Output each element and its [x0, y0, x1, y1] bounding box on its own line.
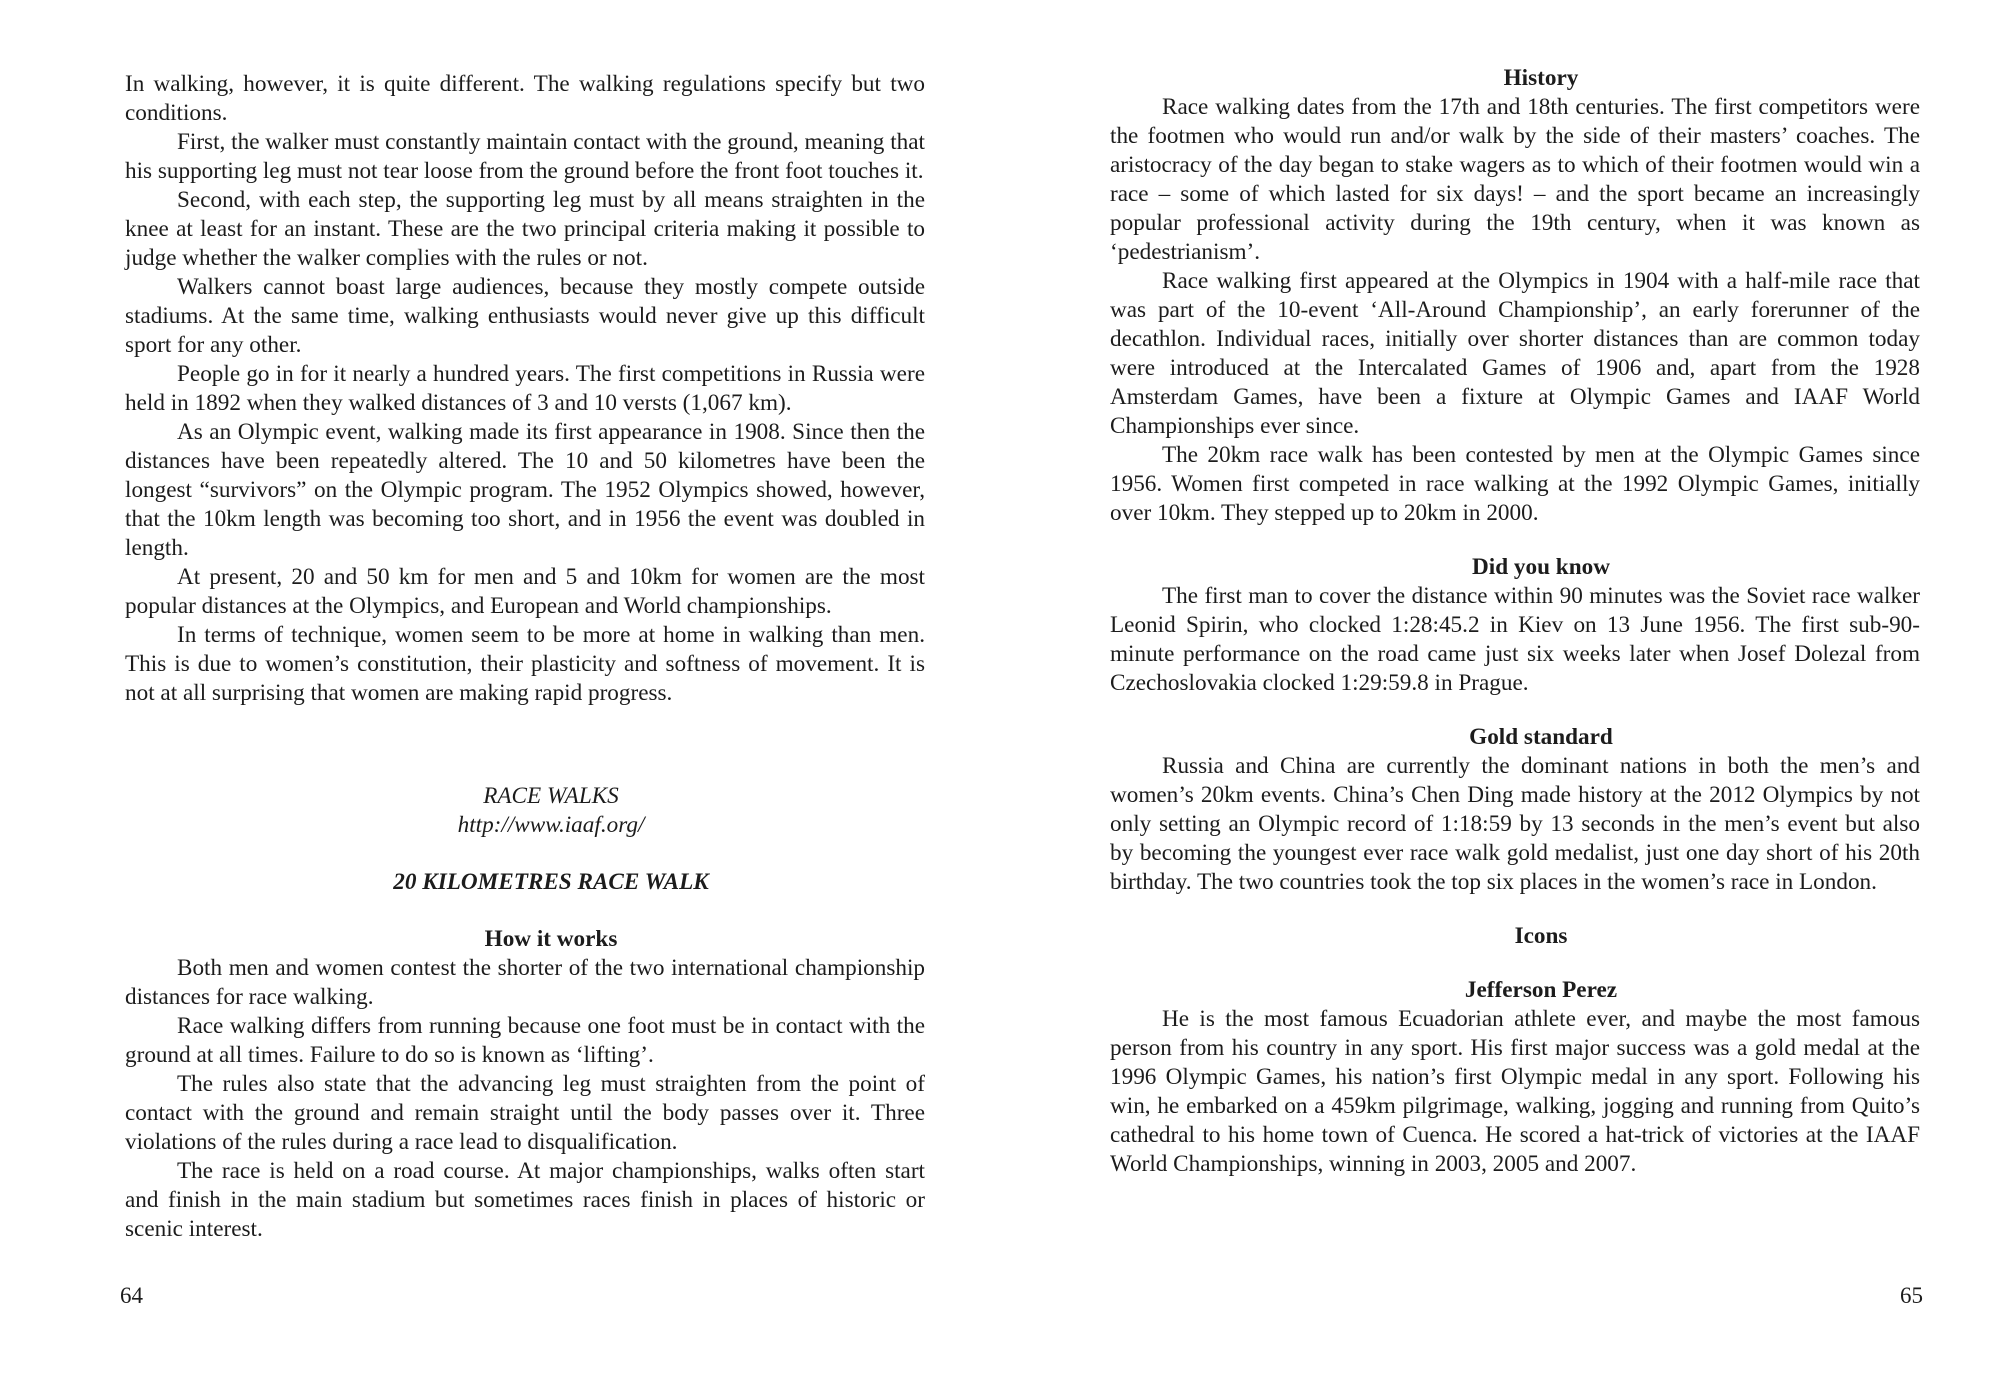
right-page	[1000, 0, 2000, 1373]
body-paragraph: As an Olympic event, walking made its first appearance in 1908. Since then the distances have been repeatedly altered. The 10 and 50 kilometres have been the longest “survivors” on the Olympic program. The 1952 Olympics showed, however, that the 10km length was becoming too short, and in 1956 the event was doubled in length.	[125, 419, 925, 561]
history-heading: History	[1503, 65, 1579, 91]
body-paragraph: The race is held on a road course. At major championships, walks often start and finish in the main stadium but sometimes races finish in places of historic or scenic interest.	[125, 1158, 925, 1242]
body-paragraph: Race walking first appeared at the Olympics in 1904 with a half-mile race that was part of the 10-event ‘All-Around Championship’, an early forerunner of the decathlon. Individual races, initially over shorter distances than are common today were introduced at the Intercalated Games of 1906 and, apart from the 1928 Amsterdam Games, have been a fixture at Olympic Games and IAAF World Championships ever since.	[1110, 268, 1920, 439]
gold-standard-heading: Gold standard	[1469, 724, 1613, 750]
race-walks-url: http://www.iaaf.org/	[457, 812, 645, 838]
body-paragraph: First, the walker must constantly maintain contact with the ground, meaning that his supporting leg must not tear loose from the ground before the front foot touches it.	[125, 129, 925, 184]
body-paragraph: At present, 20 and 50 km for men and 5 and 10km for women are the most popular distances at the Olympics, and European and World championships.	[125, 564, 925, 619]
body-paragraph: The rules also state that the advancing leg must straighten from the point of contact with the ground and remain straight until the body passes over it. Three violations of the rules during a race lead to disqualification.	[125, 1071, 925, 1155]
body-paragraph: He is the most famous Ecuadorian athlete ever, and maybe the most famous person from his country in any sport. His first major success was a gold medal at the 1996 Olympic Games, his nation’s first Olympic medal in any sport. Following his win, he embarked on a 459km pilgrimage, walking, jogging and running from Quito’s cathedral to his home town of Cuenca. He scored a hat-trick of victories at the IAAF World Championships, winning in 2003, 2005 and 2007.	[1110, 1006, 1920, 1177]
body-paragraph: Second, with each step, the supporting leg must by all means straighten in the knee at least for an instant. These are the two principal criteria making it possible to judge whether the walker complies with the rules or not.	[125, 187, 925, 271]
spacer	[125, 840, 925, 868]
spacer	[1110, 528, 1920, 553]
left-page-text-column	[125, 70, 925, 1244]
body-paragraph: Both men and women contest the shorter of the two international championship distances for race walking.	[125, 955, 925, 1010]
right-page-text-column	[1110, 64, 1920, 1179]
did-you-know-heading: Did you know	[1472, 554, 1610, 580]
jefferson-perez-heading: Jefferson Perez	[1464, 977, 1618, 1003]
body-paragraph: In terms of technique, women seem to be more at home in walking than men. This is due to women’s constitution, their plasticity and softness of movement. It is not at all surprising that women are making rapid progress.	[125, 622, 925, 706]
body-paragraph: Russia and China are currently the dominant nations in both the men’s and women’s 20km events. China’s Chen Ding made history at the 2012 Olympics by not only setting an Olympic record of 1:18:59 by 13 seconds in the men’s event but also by becoming the youngest ever race walk gold medalist, just one day short of his 20th birthday. The two countries took the top six places in the women’s race in London.	[1110, 753, 1920, 895]
body-paragraph: Walkers cannot boast large audiences, because they mostly compete outside stadiums. At the same time, walking enthusiasts would never give up this difficult sport for any other.	[125, 274, 925, 358]
body-paragraph: The first man to cover the distance within 90 minutes was the Soviet race walker Leonid Spirin, who clocked 1:28:45.2 in Kiev on 13 June 1956. The first sub-90-minute performance on the road came just six weeks later when Josef Dolezal from Czechoslovakia clocked 1:29:59.8 in Prague.	[1110, 583, 1920, 696]
how-it-works-heading: How it works	[484, 926, 618, 952]
icons-heading: Icons	[1514, 923, 1568, 949]
spacer	[1110, 951, 1920, 976]
spacer	[1110, 698, 1920, 723]
spacer	[125, 897, 925, 925]
event-title: 20 KILOMETRES RACE WALK	[393, 869, 709, 895]
spacer	[1110, 897, 1920, 922]
body-paragraph: Race walking differs from running because one foot must be in contact with the ground at all times. Failure to do so is known as ‘lifting’.	[125, 1013, 925, 1068]
body-paragraph: The 20km race walk has been contested by men at the Olympic Games since 1956. Women first competed in race walking at the 1992 Olympic Games, initially over 10km. They stepped up to 20km in 2000.	[1110, 442, 1920, 526]
body-paragraph: People go in for it nearly a hundred years. The first competitions in Russia were held in 1892 when they walked distances of 3 and 10 versts (1,067 km).	[125, 361, 925, 416]
spacer	[125, 708, 925, 782]
page-number-left: 64	[120, 1283, 143, 1308]
race-walks-title: RACE WALKS	[483, 783, 619, 809]
body-paragraph: Race walking dates from the 17th and 18th centuries. The first competitors were the footmen who would run and/or walk by the side of their masters’ coaches. The aristocracy of the day began to stake wagers as to which of their footmen would win a race – some of which lasted for six days! – and the sport became an increasingly popular professional activity during the 19th century, when it was known as ‘pedestrianism’.	[1110, 94, 1920, 265]
body-paragraph: In walking, however, it is quite different. The walking regulations specify but two conditions.	[125, 71, 925, 126]
page-number-right: 65	[1900, 1283, 1923, 1308]
